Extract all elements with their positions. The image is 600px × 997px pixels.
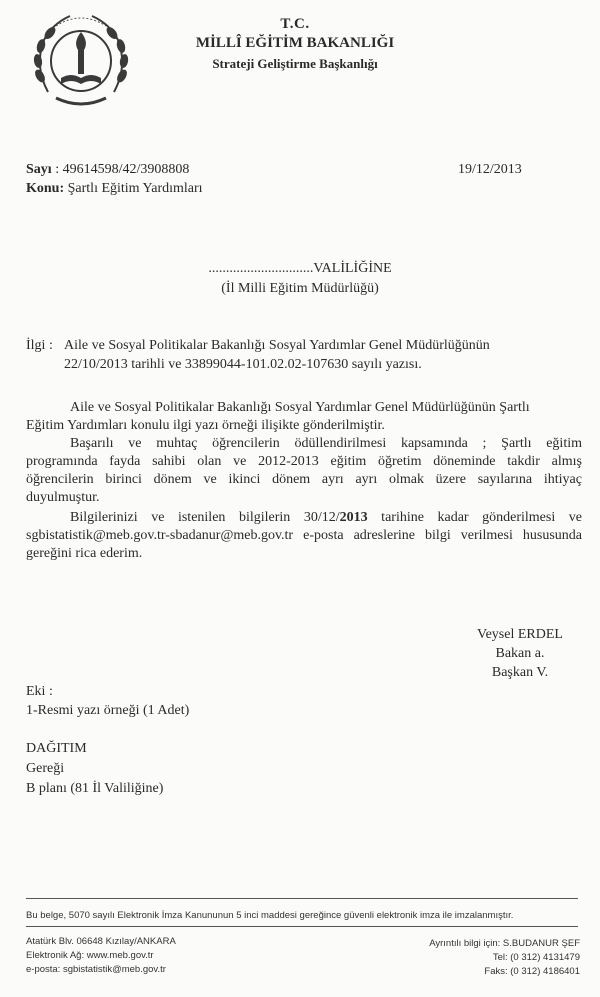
attachment-item: 1-Resmi yazı örneği (1 Adet): [26, 703, 190, 718]
p3-line3: gereğini rica ederim.: [26, 546, 143, 561]
distribution-label: DAĞITIM: [26, 741, 87, 756]
footer-divider-bottom: [26, 926, 578, 927]
letter-date: 19/12/2013: [458, 162, 522, 177]
konu-value: Şartlı Eğitim Yardımları: [67, 181, 203, 196]
ilgi-label: İlgi :: [26, 338, 53, 353]
header-tc: T.C.: [280, 16, 310, 32]
p1-line1: Aile ve Sosyal Politikalar Bakanlığı Sosyal Yardımlar Genel Müdürlüğünün Şartlı: [70, 400, 530, 415]
distribution-gere: Gereği: [26, 761, 65, 776]
ilgi-line1: Aile ve Sosyal Politikalar Bakanlığı Sosyal Yardımlar Genel Müdürlüğünün: [64, 338, 490, 353]
sayi-value: : 49614598/42/3908808: [55, 162, 190, 177]
p3-line2: sgbistatistik@meb.gov.tr-sbadanur@meb.gov.tr e-posta adreslerine bilgi verilmesi hususunda: [26, 528, 582, 543]
ministry-name: MİLLÎ EĞİTİM BAKANLIĞI: [195, 35, 395, 51]
footer-fax: Faks: (0 312) 4186401: [484, 966, 580, 977]
sayi-line: [26, 162, 189, 178]
p2-line1: Başarılı ve muhtaç öğrencilerin ödüllendirilmesi kapsamında ; Şartlı eğitim: [70, 436, 582, 451]
footer-web: Elektronik Ağ: www.meb.gov.tr: [26, 950, 154, 961]
p3-line1: [70, 509, 582, 527]
p3-line1-a: Bilgilerinizi ve istenilen bilgilerin 30/12/: [70, 510, 340, 525]
signatory-title2: Başkan V.: [491, 665, 549, 680]
konu-line: [26, 181, 203, 197]
p2-line3: öğrencilerin birinci dönem ve ikinci dönem ayrı ayrı olmak üzere sayılarına ihtiyaç: [26, 472, 582, 487]
signatory-name: Veysel ERDEL: [477, 627, 563, 642]
sayi-label: Sayı: [26, 162, 52, 177]
ministry-emblem-icon: [26, 6, 136, 116]
distribution-plan: B planı (81 İl Valiliğine): [26, 781, 164, 796]
footer-contact: Ayrıntılı bilgi için: S.BUDANUR ŞEF: [429, 938, 580, 949]
footer-tel: Tel: (0 312) 4131479: [492, 952, 580, 963]
p3-line1-c: tarihine kadar gönderilmesi ve: [367, 510, 582, 525]
addressee-line2: (İl Milli Eğitim Müdürlüğü): [221, 281, 379, 296]
p1-line2: Eğitim Yardımları konulu ilgi yazı örneği ilişikte gönderilmiştir.: [26, 418, 385, 433]
p2-line4: duyulmuştur.: [26, 490, 100, 505]
attachments-label: Eki :: [26, 684, 53, 699]
p2-line2: programında fayda sahibi olan ve 2012-2013 eğitim öğretim döneminde takdir almış: [26, 454, 582, 469]
konu-label: Konu:: [26, 181, 65, 196]
footer-address: Atatürk Blv. 06648 Kızılay/ANKARA: [26, 936, 176, 947]
esign-notice: Bu belge, 5070 sayılı Elektronik İmza Kanununun 5 inci maddesi gereğince güvenli elektronik imza ile imzalanmıştır.: [26, 910, 514, 921]
signatory-title1: Bakan a.: [495, 646, 545, 661]
p3-line1-year: 2013: [339, 510, 368, 525]
addressee-line1: ..............................VALİLİĞİNE: [208, 261, 392, 276]
footer-email: e-posta: sgbistatistik@meb.gov.tr: [26, 964, 166, 975]
unit-name: Strateji Geliştirme Başkanlığı: [212, 56, 378, 71]
ilgi-line2: 22/10/2013 tarihli ve 33899044-101.02.02-107630 sayılı yazısı.: [64, 357, 422, 372]
footer-divider-top: [26, 898, 578, 899]
